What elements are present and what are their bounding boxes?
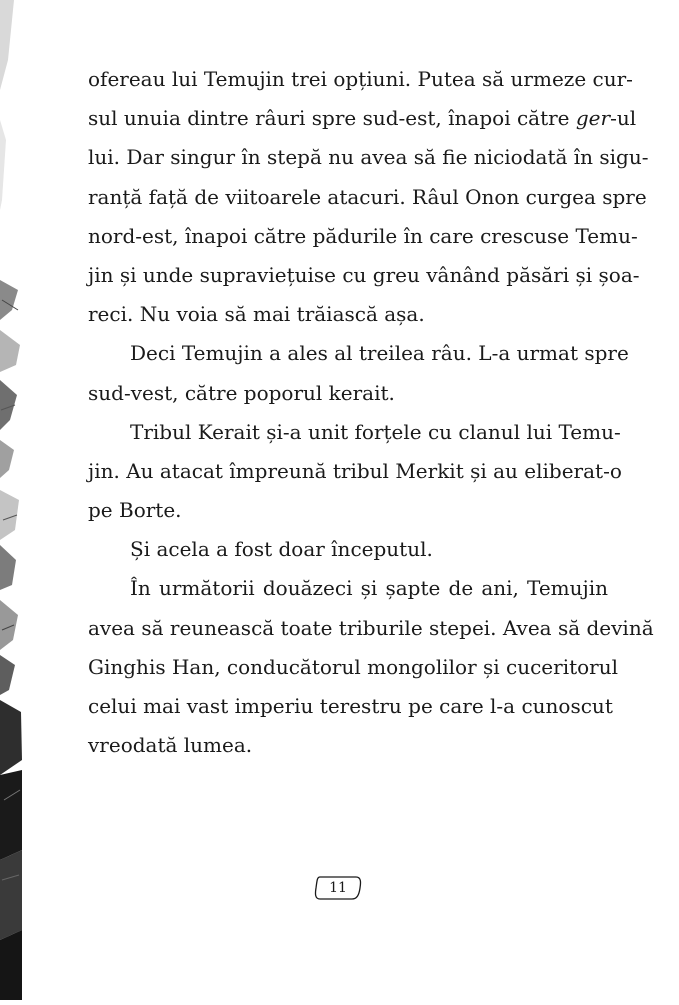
text-line: lui. Dar singur în stepă nu avea să fie niciodată în sigu- [88,145,649,170]
left-edge-illustration-strip [0,0,22,1000]
text-line: ofereau lui Temujin trei opțiuni. Putea să urmeze cur- [88,67,633,91]
italic-word: ger [575,106,611,131]
text-line: sud-vest, către poporul kerait. [88,380,395,405]
text-run: sul unuia dintre râuri spre sud-est, înapoi către [88,106,576,131]
page-number: 11 [329,880,347,896]
text-line: avea să reunească toate triburile stepei. Avea să devină [88,615,654,640]
text-run: -ul [610,106,637,131]
text-line: pe Borte. [88,498,182,523]
text-line: vreodată lumea. [88,733,253,758]
text-line: Deci Temujin a ales al treilea râu. L-a urmat spre [130,341,629,366]
text-line: ranță față de viitoarele atacuri. Râul Onon curgea spre [88,184,647,209]
text-line: jin și unde supraviețuise cu greu vânând păsări și șoa- [88,262,640,287]
text-line: reci. Nu voia să mai trăiască așa. [88,302,425,327]
text-line: nord-est, înapoi către pădurile în care crescuse Temu- [88,223,638,248]
text-line [88,99,637,138]
text-line: Tribul Kerait și-a unit forțele cu clanul lui Temu- [130,419,621,444]
text-line: celui mai vast imperiu terestru pe care l-a cunoscut [88,694,613,718]
text-line: În următorii douăzeci și șapte de ani, Temujin [130,576,608,601]
text-line: jin. Au atacat împreună tribul Merkit și au eliberat-o [88,458,622,483]
body-text [88,60,654,765]
edge-illustration [0,0,22,1000]
text-line: Și acela a fost doar începutul. [130,537,433,562]
page-number-badge [314,876,362,900]
text-line: Ginghis Han, conducătorul mongolilor și cuceritorul [88,654,619,679]
